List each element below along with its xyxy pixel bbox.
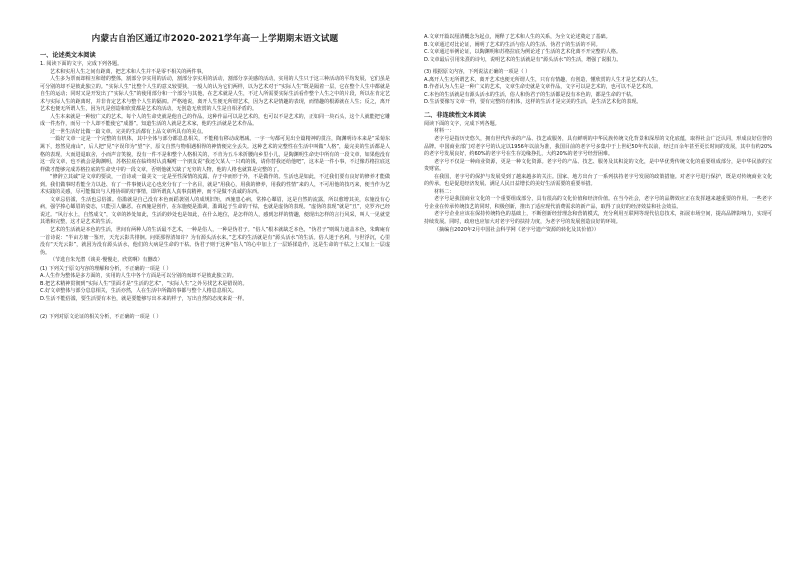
- paragraph: “修辞立其诚”是文章的要诀，一首诗或一篇美文一定是至性深情的流露，存于中而形于外，不是做作的。生活也是如此，不过我们要有良好的修养才能做到。我们做事时若能全力以赴、有了一件事便认定心也充分有了一个名目，就是“用我心，用我的修养，用我的性情”来的人，不可用他的技巧来，便当作为艺术实践的灵感，尽可能做出与人格协调的好事情，即所谓真人真事真精神，而不是做不真诚的东西。: [40, 174, 390, 196]
- material-label: 材料二：: [434, 188, 455, 195]
- section-heading-2: 二、非连续性文本阅读: [424, 111, 486, 119]
- paragraph: 人生多为票而却相互和谐的整体，割部分享实用的活动，割部分享实用的活动，割部分享美感的活动，实用的人生只于这三种活动的平均发展，它们虽是可分别的却不是彼此独立的。“实际人生”比整个人生的意义较要狭，一般人的认为它们两样，以为艺术对于“实际人生”既是隔着一层，它在整个人生中都就是自生的运动；同时又是开发出了“实际人生”的使用部分和一个部分与其他，在艺术就是人生，不过人所需要实际生活看作整个人生之中的片段，所以在肯定艺术与实际人生的距离时，并非肯定艺术与整个人生的隔阂。严格地说，离开人生便无所谓艺术，因为艺术是情趣的表现，而情趣的根源就在人生；反之，离开艺术也便无所谓人生，因为凡是创造和欣赏都是艺术的活动，无创造无欣赏的人生是自相矛盾的。: [40, 76, 390, 113]
- instruction: 阅读下面的文字，完成下列各题。: [424, 120, 500, 127]
- source-note: （节选自朱光潜《谈美·慢慢走，欣赏啊》有删改）: [50, 257, 163, 264]
- paragraph: 老字号不仅是一种商业资源，更是一种文化资源。老字号的产品、技艺、服务及其积淀的文化，是中华优秀传统文化的重要组成部分，是中华民族的宝贵财富。: [424, 158, 772, 173]
- paragraph: 一篇好文章一定是一个完整的有机体，其中全体与部分都息息相关，不能稍有移动或增减。一字一句都可见出全篇精神的贯注，陶渊明诗本来是“采菊东篱下，悠然见南山”，后人把“见”字误印为“望”字，原文自然与物相遇相得的神情便完全丢失。这种艺术的完整性在生活中叫做“人格”，最完美的生活都是人格的表现，大而进退取舍，小而声音笑貌，没有一件不是和整个人格相关的，不肯为五斗米折腰向乡里小儿，是陶渊明生命史中所有的一段文章，如果他没有这一段文章，也不就会是陶渊明，苏格拉底在临终时认真嘱咐一个朋友说“我还欠某人一只鸡的钱，请你替我还给他吧”，这本是一件小事，不过像苏格拉底这样做才能够完成苏格拉底的生命史中的一段文章，否则他就欠缺了无穷的人物，他的人格也就算是完整的了。: [40, 136, 390, 173]
- option-d: D.生活要像写文章一样，要有完整的有机体，这样的生活才是完美的生活，是生活艺术化的表现。: [424, 99, 642, 106]
- paragraph: 在我国，老字号的保护与发展受到了越来越多的关注。国家、地方出台了一系列扶持老字号发展的政策措施。对老字号进行保护，既是对传统商业文化的传承，也是促进经济发展、满足人民日益增长的美好生活需要的重要举措。: [424, 173, 772, 188]
- paragraph: 老字号企业应该在保持传统特色的基础上，不断创新经营理念和营销模式，充分利用互联网等现代信息技术，拓展市场空间，提高品牌影响力，实现可持续发展。同时，政府也应加大对老字号的扶持力度，为老字号的发展创造良好的环境。: [424, 211, 772, 226]
- question-1: (1) 下列关于原文内容的理解和分析，不正确的一项是（ ）: [40, 265, 172, 272]
- question-3: (3) 根据原文内容，下列说法正确的一项是（ ）: [424, 69, 531, 76]
- option-c: C.好文章整体与部分息息相关，生活亦然，人在生活中所做的事都与整个人格息息相关。: [40, 288, 237, 295]
- paragraph: 过一世生活好比做一篇文章。完美的生活都有上品文章所具有的美点。: [50, 128, 207, 135]
- right-column: [424, 34, 772, 234]
- option-c: C.文章通过举例论证，以陶渊明和苏格拉底为例论述了生活的艺术化离不开完整的人格。: [424, 49, 621, 56]
- option-a: A.人生作为整体是多方面的，实用的人生中各个方面是可以分别的而却不是彼此独立的。: [40, 273, 237, 280]
- paragraph: 艺术和实用人生之间有距离，把艺术和人生并不是零不相关的两件事。: [50, 68, 207, 75]
- question-2: (2) 下列对原文论证的相关分析，不正确的一项是（ ）: [40, 313, 162, 320]
- paragraph: 老字号是指历史悠久，拥有世代传承的产品、技艺或服务，具有鲜明的中华民族传统文化背景和深厚的文化底蕴，取得社会广泛认同，形成良好信誉的品牌。中国商业部门对老字号的认定以1956年以前为准，我国目前的老字号多集中于上世纪50年代以前，经过百余年甚至更长时间的发展，其中有约20%的老字号发展良好，约60%的老字号在生存边缘挣扎，大约20%的老字号经营困难。: [424, 136, 772, 158]
- option-a: A.文章开篇以厘清概念为起点，阐释了艺术和人生的关系，为全文论述奠定了基础。: [424, 34, 611, 40]
- paragraph: 艺术的生活就是本色的生活，世间有两种人的生活最不艺术，一种是俗人，一种是伪君子。“俗人”根本就缺乏本色，“伪君子”则竭力遮盖本色，朱晦庵有一首诗说：“半亩方塘一鉴开，天光云影共徘徊。问渠那得清如许？为有源头活水来。”艺术的生活就是有“源头活水”的生活。俗人迷于名利，与世浮沉，心里没有“天光云影”，就因为没有源头活水，他们的大病是生命的干枯。伪君子则于这种“俗人”的心中加上了一层矫揉造作，这是生命的干枯之上又加上一层虚伪。: [40, 227, 390, 256]
- option-b: B.作者认为人生是一种广义的艺术，文章生命史就是文章作品，文字可以是艺术的，也可以不是艺术的。: [424, 84, 657, 91]
- material-label: 材料一：: [434, 128, 455, 135]
- option-b: B.把艺术精神贯彻到“实际人生”里面才是“生活的艺术”，“实际人生”之外另找艺术是错误的。: [40, 280, 248, 287]
- paragraph: 文章忌俗滥，生活也忌俗滥。俗滥就是自己没有本色而蹈袭别人的成规旧矩，西施患心病，常捧心颦眉，这是自然的流露，所以愈增其美，东施没有心病，强学捧心颦眉的姿态，只能引人嫌恶。在西施是创作，在东施便是滥调，滥调起于生命的干枯，也就是虚伪的表现。“虚伪的表现”就是“丑”，克罗齐已经说过。“风行水上，自然成文”，文章的妙处如此，生活的妙处也是如此，在什么地位，是怎样的人，感到怎样的情趣，便现出怎样的言行风采，叫人一见就觉其谐和完整，这才是艺术的生活。: [40, 196, 390, 226]
- instruction: 1. 阅读下面的文字，完成下列各题。: [40, 61, 123, 67]
- exam-title: 内蒙古自治区通辽市2020-2021学年高一上学期期末语文试题: [91, 34, 339, 44]
- section-heading-1: 一、论述类文本阅读: [40, 52, 96, 59]
- option-d: D.生活不能俗滥，要生活要有本色，就是要能够写出本来的样子，写出自然的态度来说一样。: [40, 295, 248, 302]
- paragraph: 人生本来就是一种较广义的艺术。每个人的生命史就是他自己的作品，这种作品可以是艺术的，也可以不是艺术的，正如同一块石头，这个人就能把它雕成一件杰作，而另一个人却不能使它“成器”。知道生活的人就是艺术家，他的生活就是艺术作品。: [40, 113, 390, 128]
- paragraph: 老字号是我国商业文化的一个重要组成部分，具有很高的文化价值和经济价值。在当今社会，老字号的品牌效应正在发挥越来越重要的作用。一些老字号企业在传承传统技艺的同时，积极创新，推出了适应现代消费需求的新产品，取得了良好的经济效益和社会效益。: [424, 196, 772, 210]
- source-note: （摘编自2020年2月中国社会科学网《老字号遗产资源的转化及其价值》）: [434, 226, 599, 233]
- option-b: B.文章通过对比论证，阐明了艺术的生活与俗人的生活、伪君子的生活的不同。: [424, 41, 601, 48]
- option-a: A.离开人生无所谓艺术，离开艺术也便无所谓人生，只有有情趣，有创造，懂欣赏的人生才是艺术的人生。: [424, 76, 662, 83]
- option-d: D.文章最后引用朱熹的诗句，说明艺术的生活就是有“源头活水”的生活，增强了说服力。: [424, 56, 622, 63]
- left-column: [40, 32, 390, 321]
- option-c: C.本色的生活就是有源头活水的生活，俗人和伪君子的生活都是没有本色的，都是生命的干枯。: [424, 91, 637, 98]
